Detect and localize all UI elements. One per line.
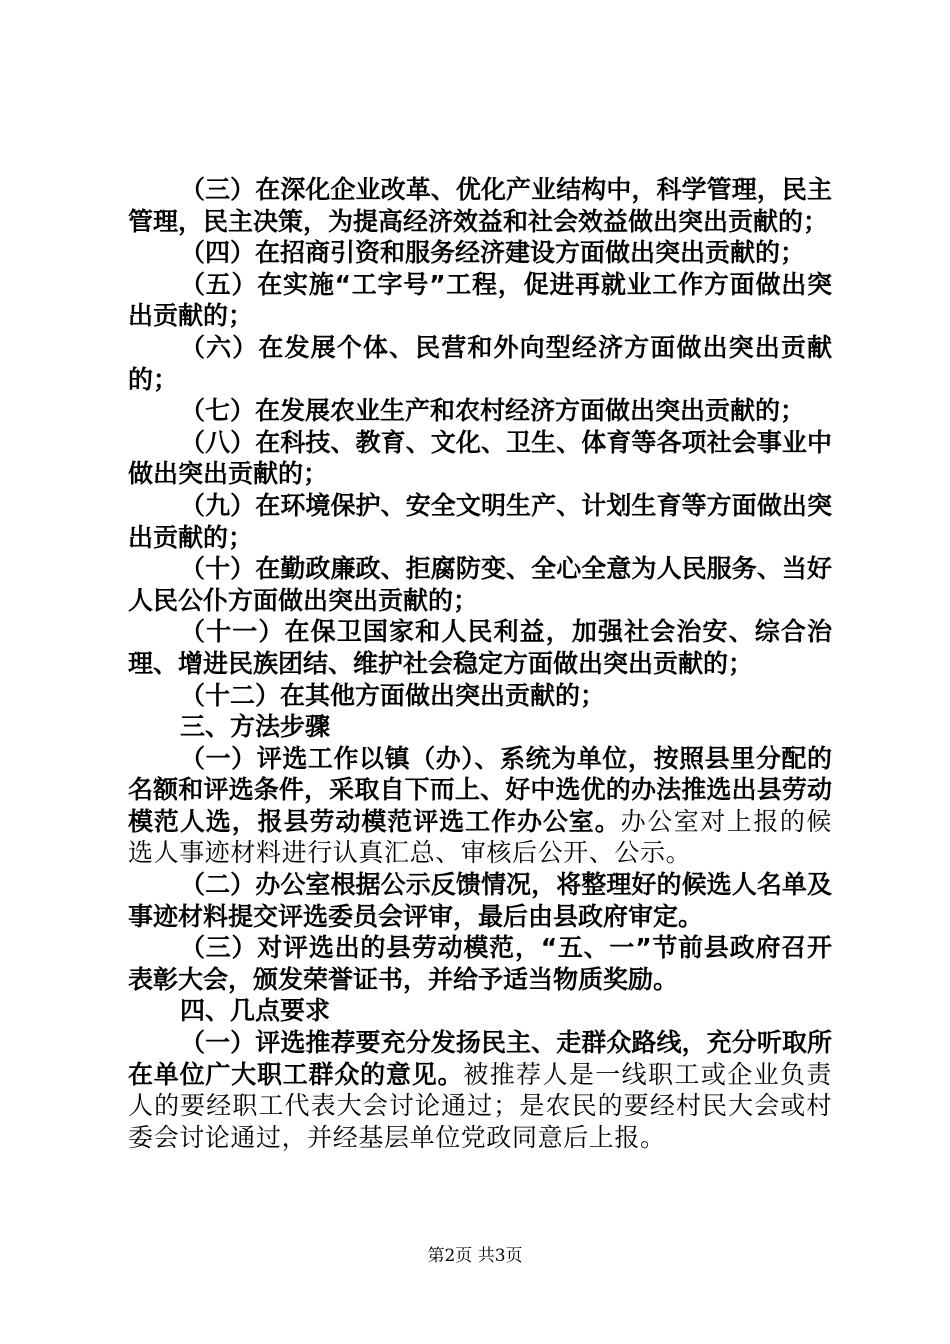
paragraph [128, 932, 832, 995]
paragraph [128, 174, 832, 237]
paragraph [128, 743, 832, 869]
paragraph-text: （三）在深化企业改革、优化产业结构中，科学管理，民主管理，民主决策，为提高经济效益和社会效益做出突出贡献的； [128, 175, 832, 236]
paragraph-text: 三、方法步骤 [180, 712, 331, 742]
paragraph-text: （七）在发展农业生产和农村经济方面做出突出贡献的； [180, 396, 806, 426]
paragraph [128, 427, 832, 490]
paragraph-text: （六）在发展个体、民营和外向型经济方面做出突出贡献的； [128, 332, 832, 394]
document-body [128, 174, 832, 1153]
paragraph [128, 616, 832, 679]
paragraph-text: （十二）在其他方面做出突出贡献的； [180, 680, 606, 710]
paragraph [128, 680, 832, 712]
paragraph-text: 四、几点要求 [180, 996, 331, 1026]
paragraph [128, 553, 832, 616]
section-heading [128, 995, 832, 1027]
paragraph [128, 490, 832, 553]
paragraph-text: （一）评选推荐要充分发扬民主、走群众路线，充分听取所在单位广大职工群众的意见。 [128, 1028, 832, 1089]
paragraph [128, 869, 832, 932]
paragraph-text: （九）在环境保护、安全文明生产、计划生育等方面做出突出贡献的； [128, 490, 832, 552]
paragraph [128, 269, 832, 332]
paragraph-text: （八）在科技、教育、文化、卫生、体育等各项社会事业中做出突出贡献的； [128, 427, 832, 489]
paragraph-text: （三）对评选出的县劳动模范，“五、一”节前县政府召开表彰大会，颁发荣誉证书，并给予适当物质奖励。 [128, 933, 832, 994]
page-number-footer: 第2页 共3页 [427, 1246, 523, 1266]
paragraph-text: （四）在招商引资和服务经济建设方面做出突出贡献的； [180, 238, 806, 268]
paragraph-text-light: 被推荐人是一线职工或企业负责人的要经职工代表大会讨论通过；是农民的要经村民大会或村委会讨论通过，并经基层单位党政同意后上报。 [128, 1059, 832, 1152]
paragraph [128, 332, 832, 395]
paragraph [128, 1027, 832, 1153]
paragraph-text: （十一）在保卫国家和人民利益，加强社会治安、综合治理、增进民族团结、维护社会稳定方面做出突出贡献的； [128, 617, 832, 678]
section-heading [128, 711, 832, 743]
paragraph-text: （二）办公室根据公示反馈情况，将整理好的候选人名单及事迹材料提交评选委员会评审，最后由县政府审定。 [128, 870, 832, 931]
paragraph-text: （十）在勤政廉政、拒腐防变、全心全意为人民服务、当好人民公仆方面做出突出贡献的； [128, 554, 832, 615]
paragraph [128, 237, 832, 269]
paragraph [128, 395, 832, 427]
paragraph-text: （五）在实施“工字号”工程，促进再就业工作方面做出突出贡献的； [128, 269, 832, 331]
paragraph-text-light: 办公室对上报的候选人事迹材料进行认真汇总、审核后公开、公示。 [128, 806, 832, 868]
paragraph-text: （一）评选工作以镇（办）、系统为单位，按照县里分配的名额和评选条件，采取自下而上、好中选优的办法推选出县劳动模范人选，报县劳动模范评选工作办公室。 [128, 743, 832, 836]
